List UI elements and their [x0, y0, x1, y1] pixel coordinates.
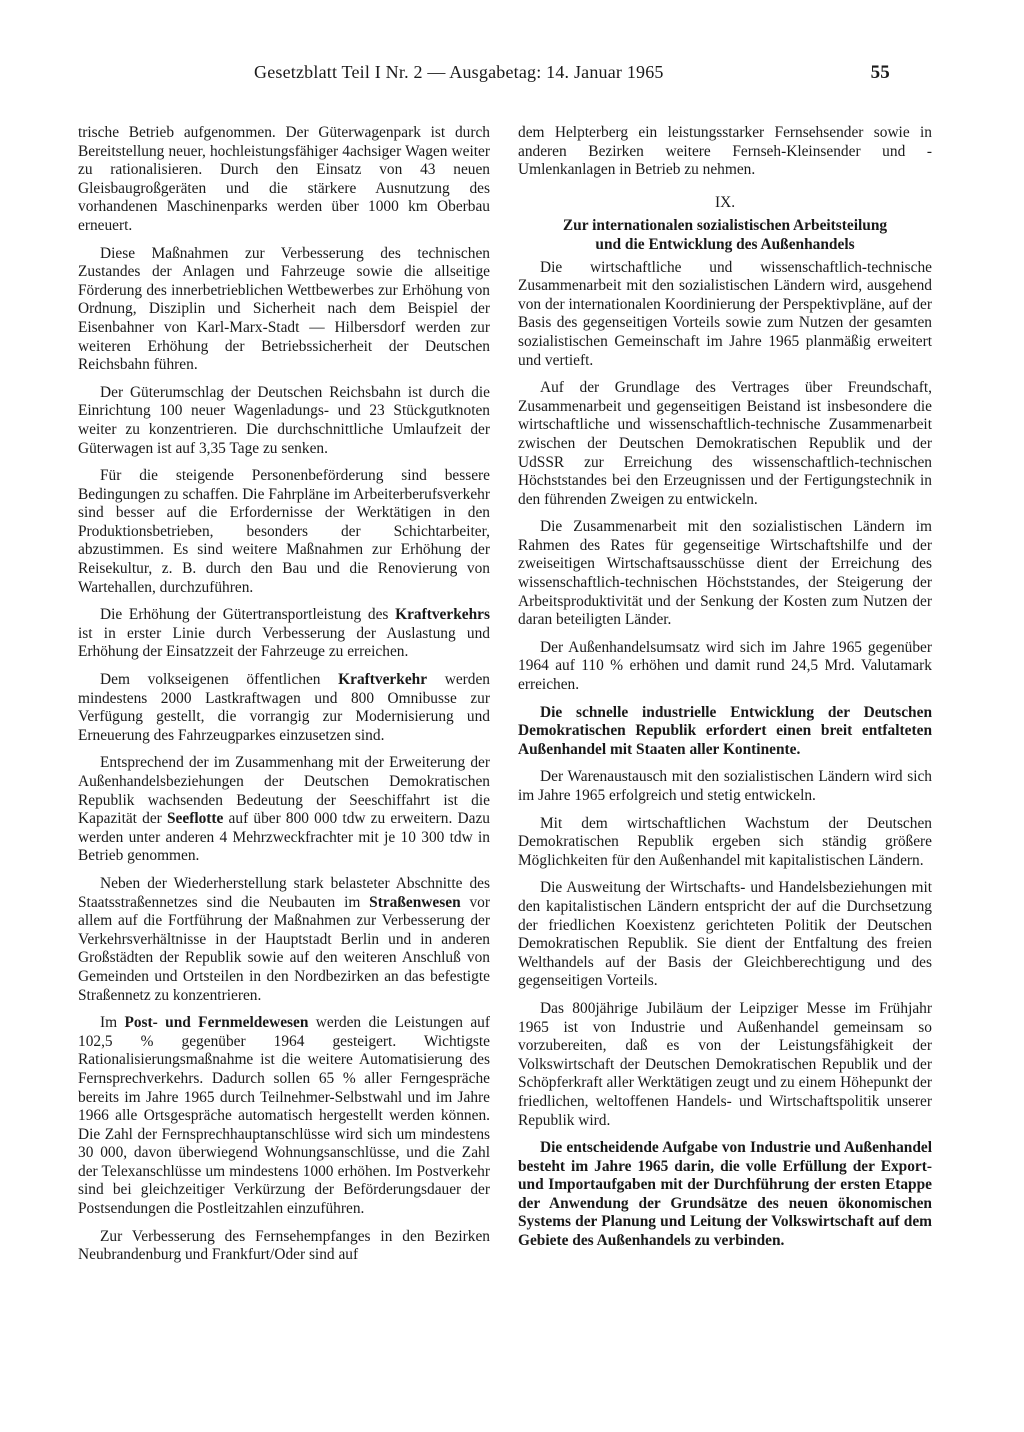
paragraph: [78, 1014, 490, 1219]
paragraph: [78, 671, 490, 745]
text-run: Dem volkseigenen öffentlichen: [100, 671, 339, 689]
paragraph: Für die steigende Personenbeförderung sind bessere Bedingungen zu schaffen. Die Fahrpläne im Arbeiterberufsverkehr sind besser auf die Erfordernisse der Werktätigen in den Produktionsbetrieben, besonders der Schichtarbeiter, abzustimmen. Es sind weitere Maßnahmen zur Erhöhung der Reisekultur, z. B. durch den Bau und die Renovierung von Wartehallen, durchzuführen.: [78, 467, 490, 596]
paragraph: Der Außenhandelsumsatz wird sich im Jahre 1965 gegenüber 1964 auf 110 % erhöhen und damit rund 24,5 Mrd. Valutamark erreichen.: [518, 638, 932, 694]
paragraph: Auf der Grundlage des Vertrages über Freundschaft, Zusammenarbeit und gegenseitigen Beistand ist insbesondere die wirtschaftliche und wissenschaftlich-technische Zusammenarbeit zwischen der Deutschen Demokratischen Republik und der UdSSR zur Erreichung des wissenschaftlich-technischen Höchststandes bei den Erzeugnissen und der Fertigungstechnik in den führenden Zweigen zu entwickeln.: [518, 379, 932, 508]
emphasis-term: Straßenwesen: [369, 893, 461, 911]
emphasis-term: Seeflotte: [166, 810, 224, 828]
paragraph: Der Warenaustausch mit den sozialistischen Ländern wird sich im Jahre 1965 erfolgreich und stetig entwickeln.: [518, 768, 932, 804]
paragraph: Die Ausweitung der Wirtschafts- und Handelsbeziehungen mit den kapitalistischen Ländern entspricht der auf die Durchsetzung der friedlichen Koexistenz gerichteten Politik der Deutschen Demokratischen Republik. Sie dient der Entfaltung des freien Welthandels auf der Basis der Gleichberechtigung und des gegenseitigen Vorteils.: [518, 879, 932, 990]
running-title: Gesetzblatt Teil I Nr. 2 — Ausgabetag: 14. Januar 1965: [254, 62, 664, 82]
paragraph: Diese Maßnahmen zur Verbesserung des technischen Zustandes der Anlagen und Fahrzeuge sowie die allseitige Förderung des innerbetrieblichen Wettbewerbes zur Erhöhung von Ordnung, Disziplin und Sicherheit nach dem Beispiel der Eisenbahner von Karl-Marx-Stadt — Hilbersdorf werden zur weiteren Erhöhung der Betriebssicherheit der Deutschen Reichsbahn führen.: [78, 244, 490, 374]
paragraph: [78, 754, 490, 866]
paragraph: Zur Verbesserung des Fernsehempfanges in den Bezirken Neubrandenburg und Frankfurt/Oder sind auf: [78, 1227, 490, 1264]
emphasis-term: Kraftverkehr: [338, 671, 428, 689]
text-run: werden die Leistungen auf 102,5 % gegenüber 1964 gesteigert. Wichtigste Rationalisierungsmaßnahme ist die weitere Automatisierung des Fernsprechverkehrs. Dadurch sollen 65 % aller Ferngespräche bereits im Jahre 1965 durch Teilnehmer-Selbstwahl und im Jahre 1966 alle Ortsgespräche automatisch hergestellt werden können. Die Zahl der Fernsprechhauptanschlüsse wird sich um mindestens 30 000, davon überwiegend Wohnungsanschlüsse, und die Zahl der Telexanschlüsse um mindestens 1000 erhöhen. Im Postverkehr sind bei gleichzeitiger Verkürzung der Beförderungsdauer der Postsendungen die Postleitzahlen einzuführen.: [78, 1014, 490, 1218]
right-column: [518, 124, 932, 1260]
section-heading-line: und die Entwicklung des Außenhandels: [595, 235, 855, 253]
paragraph: [78, 606, 490, 662]
paragraph: Die Zusammenarbeit mit den sozialistischen Ländern im Rahmen des Rates für gegenseitige Wirtschaftshilfe und der zweiseitigen Wirtschaftsausschüsse dient der Erreichung des wissenschaftlich-technischen Höchststandes, der Steigerung der Arbeitsproduktivität und der Senkung der Kosten zum Nutzen der daran beteiligten Länder.: [518, 518, 932, 629]
paragraph: Das 800jährige Jubiläum der Leipziger Messe im Frühjahr 1965 ist von Industrie und Außenhandel gemeinsam so vorzubereiten, daß es von der Leistungsfähigkeit der Volkswirtschaft der Deutschen Demokratischen Republik und der Schöpferkraft aller Werktätigen zeugt und zu einem Höhepunkt der friedlichen, weltoffenen Handels- und Wirtschaftspolitik unserer Republik wird.: [518, 999, 932, 1129]
page-number: 55: [870, 62, 890, 83]
section-heading-line: Zur internationalen sozialistischen Arbeitsteilung: [562, 217, 888, 235]
paragraph: trische Betrieb aufgenommen. Der Güterwagenpark ist durch Bereitstellung neuer, hochleistungsfähiger 4achsiger Wagen weiter zu rationalisieren. Durch den Einsatz von 43 neuen Gleisbaugroßgeräten und die stärkere Ausnutzung des vorhandenen Maschinenparks werden über 1000 km Oberbau erneuert.: [78, 124, 490, 234]
paragraph: Die wirtschaftliche und wissenschaftlich-technische Zusammenarbeit mit den sozialistischen Ländern wird, ausgehend von der internationalen Koordinierung der Perspektivpläne, auf der Basis des gegenseitigen Vorteils sowie zum Nutzen der gesamten sozialistischen Gemeinschaft im Jahre 1965 planmäßig erweitert und vertieft.: [518, 258, 932, 369]
text-run: Entsprechend der im Zusammenhang mit der Erweiterung der Außenhandelsbeziehungen der Deutschen Demokratischen Republik wachsenden Bedeutung der Seeschiffahrt ist die Kapazität der: [78, 754, 490, 828]
text-run: ist in erster Linie durch Verbesserung der Auslastung und Erhöhung der Einsatzzeit der Fahrzeuge zu erreichen.: [78, 624, 490, 661]
paragraph: Mit dem wirtschaftlichen Wachstum der Deutschen Demokratischen Republik ergeben sich ständig größere Möglichkeiten für den Außenhandel mit kapitalistischen Ländern.: [518, 814, 932, 869]
emphasis-term: Post- und Fernmeldewesen: [124, 1014, 309, 1032]
text-run: vor allem auf die Fortführung der Maßnahmen zur Verbesserung der Verkehrsverhältnisse in der Hauptstadt Berlin und in anderen Großstädten der Republik sowie auf den weiteren Anschluß von Gemeinden und Ortsteilen in den Nordbezirken an das befestigte Straßennetz zu konzentrieren.: [78, 893, 490, 1004]
bold-statement: Die schnelle industrielle Entwicklung der Deutschen Demokratischen Republik erfordert einen breit entfalteten Außenhandel mit Staaten aller Kontinente.: [518, 703, 932, 758]
left-column: [78, 124, 490, 1265]
section-heading: [518, 217, 932, 254]
paragraph: dem Helpterberg ein leistungsstarker Fernsehsender sowie in anderen Bezirken weitere Fernseh-Kleinsender und -Umlenkanlagen in Betrieb zu nehmen.: [518, 124, 932, 179]
text-run: Im: [100, 1014, 125, 1032]
section-number: IX.: [714, 193, 736, 211]
paragraph: Der Güterumschlag der Deutschen Reichsbahn ist durch die Einrichtung 100 neuer Wagenladungs- und 23 Stückgutknoten weiter zu konzentrieren. Die durchschnittliche Umlaufzeit der Güterwagen ist auf 3,35 Tage zu senken.: [78, 383, 490, 457]
text-run: Neben der Wiederherstellung stark belasteter Abschnitte des Staatsstraßennetzes sind die Neubauten im: [78, 874, 490, 911]
text-run: werden mindestens 2000 Lastkraftwagen und 800 Omnibusse zur Verfügung gestellt, die vorrangig zur Modernisierung und Erneuerung des Fahrzeugparkes einzusetzen sind.: [78, 671, 490, 744]
paragraph: [78, 875, 490, 1005]
page-header: [254, 62, 890, 83]
text-run: Die Erhöhung der Gütertransportleistung des: [100, 606, 396, 624]
bold-statement: Die entscheidende Aufgabe von Industrie und Außenhandel besteht im Jahre 1965 darin, die volle Erfüllung der Export- und Importaufgaben mit der Durchführung der ersten Etappe der Anwendung der Grundsätze des neuen ökonomischen Systems der Planung und Leitung der Volkswirtschaft auf dem Gebiete des Außenhandels zu verbinden.: [518, 1139, 932, 1250]
text-run: auf über 800 000 tdw zu erweitern. Dazu werden unter anderen 4 Mehrzweckfrachter mit je 10 300 tdw in Betrieb genommen.: [78, 810, 490, 865]
emphasis-term: Kraftverkehrs: [395, 606, 490, 624]
